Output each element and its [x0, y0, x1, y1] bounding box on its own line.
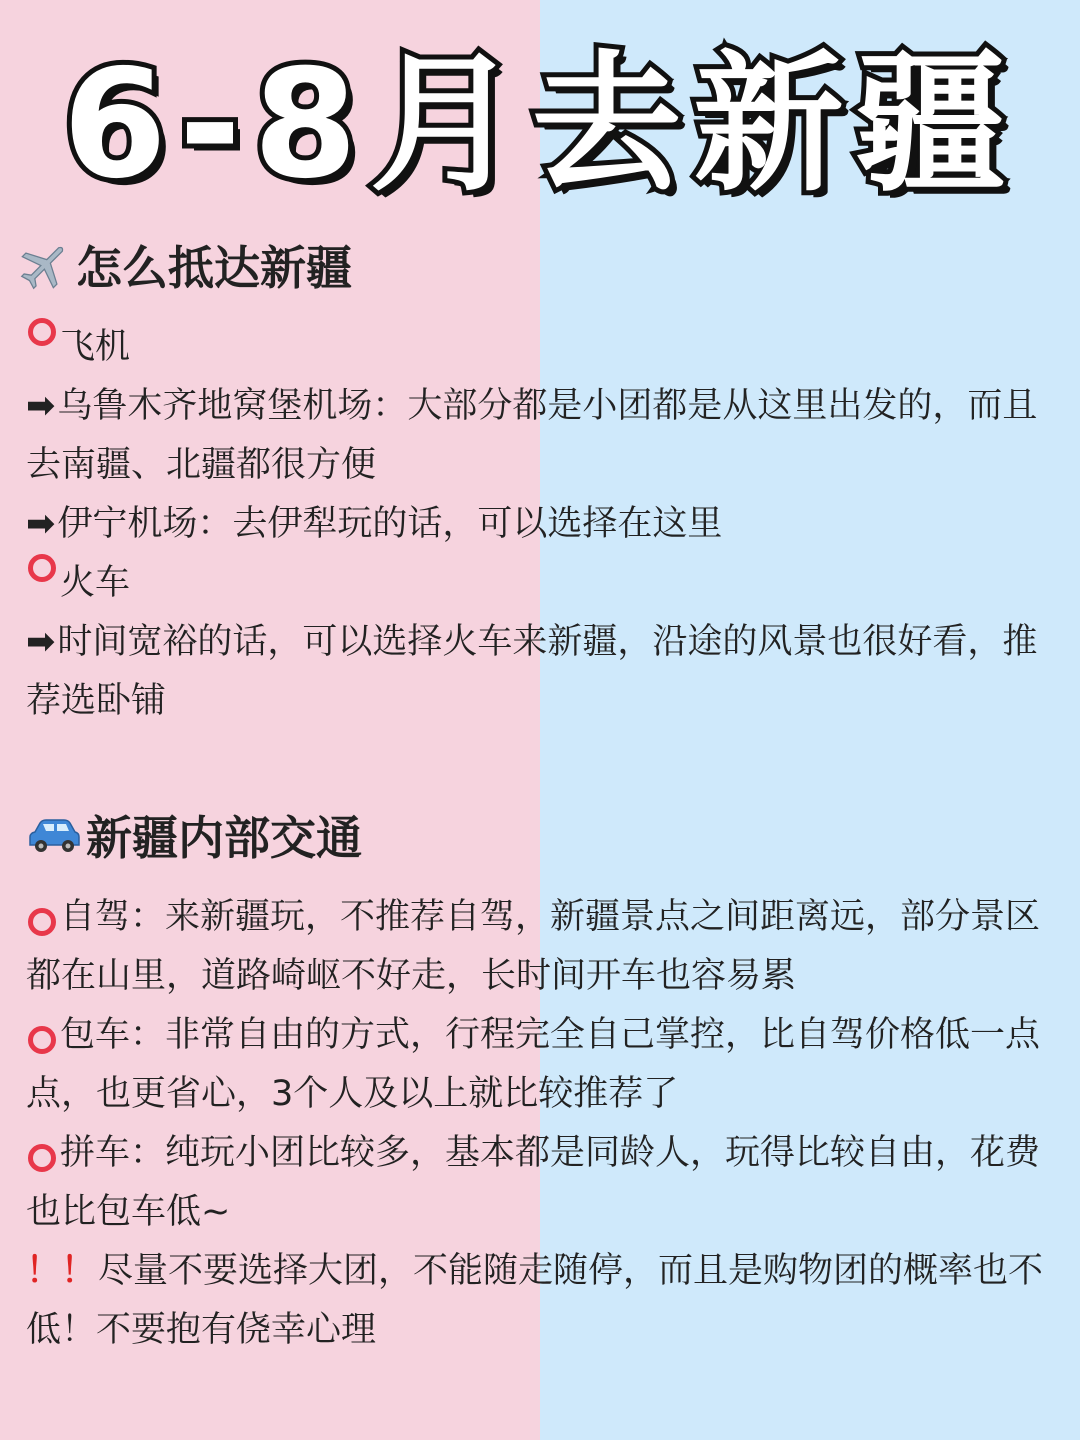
red-circle-icon: [28, 1144, 56, 1172]
arrival-content: [26, 318, 1056, 731]
plane-label: 飞机: [60, 327, 131, 367]
red-circle-icon: [28, 554, 56, 582]
red-circle-icon: [28, 318, 56, 346]
warning-item: [26, 1242, 1056, 1360]
yining-airport-item: [26, 495, 1056, 554]
local-transport-content: [26, 888, 1056, 1360]
self-drive-item: [26, 888, 1056, 1006]
red-circle-icon: [28, 908, 56, 936]
section-heading-arrival: [18, 230, 352, 300]
red-circle-icon: [28, 1026, 56, 1054]
arrow-right-icon: ➡: [26, 622, 56, 662]
section-heading-label: 新疆内部交通: [86, 811, 362, 865]
arrow-right-icon: ➡: [26, 504, 56, 544]
carpool-text: 拼车：纯玩小团比较多，基本都是同龄人，玩得比较自由，花费也比包车低~: [26, 1133, 1041, 1232]
charter-text: 包车：非常自由的方式，行程完全自己掌控，比自驾价格低一点点，也更省心，3个人及以上就比较推荐了: [26, 1015, 1041, 1114]
section-heading-local-transport: [18, 800, 362, 870]
urumqi-airport-text: 乌鲁木齐地窝堡机场：大部分都是小团都是从这里出发的，而且去南疆、北疆都很方便: [26, 386, 1038, 485]
arrow-right-icon: ➡: [26, 386, 56, 426]
car-icon: [26, 815, 82, 855]
train-item: [26, 554, 1056, 613]
train-detail-text: 时间宽裕的话，可以选择火车来新疆，沿途的风景也很好看，推荐选卧铺: [26, 622, 1038, 721]
page-title: 6-8月去新疆: [62, 38, 1018, 212]
carpool-item: [26, 1124, 1056, 1242]
yining-airport-text: 伊宁机场：去伊犁玩的话，可以选择在这里: [57, 504, 723, 544]
section-heading-label: 怎么抵达新疆: [76, 241, 352, 295]
charter-item: [26, 1006, 1056, 1124]
warning-text: 尽量不要选择大团，不能随走随停，而且是购物团的概率也不低！不要抱有侥幸心理: [26, 1251, 1044, 1350]
airplane-icon: [18, 238, 72, 292]
plane-item: [26, 318, 1056, 377]
self-drive-text: 自驾：来新疆玩，不推荐自驾，新疆景点之间距离远，部分景区都在山里，道路崎岖不好走，长时间开车也容易累: [26, 897, 1041, 996]
train-label: 火车: [60, 563, 131, 603]
urumqi-airport-item: [26, 377, 1056, 495]
train-detail-item: [26, 613, 1056, 731]
double-exclamation-icon: ！！: [26, 1251, 97, 1291]
